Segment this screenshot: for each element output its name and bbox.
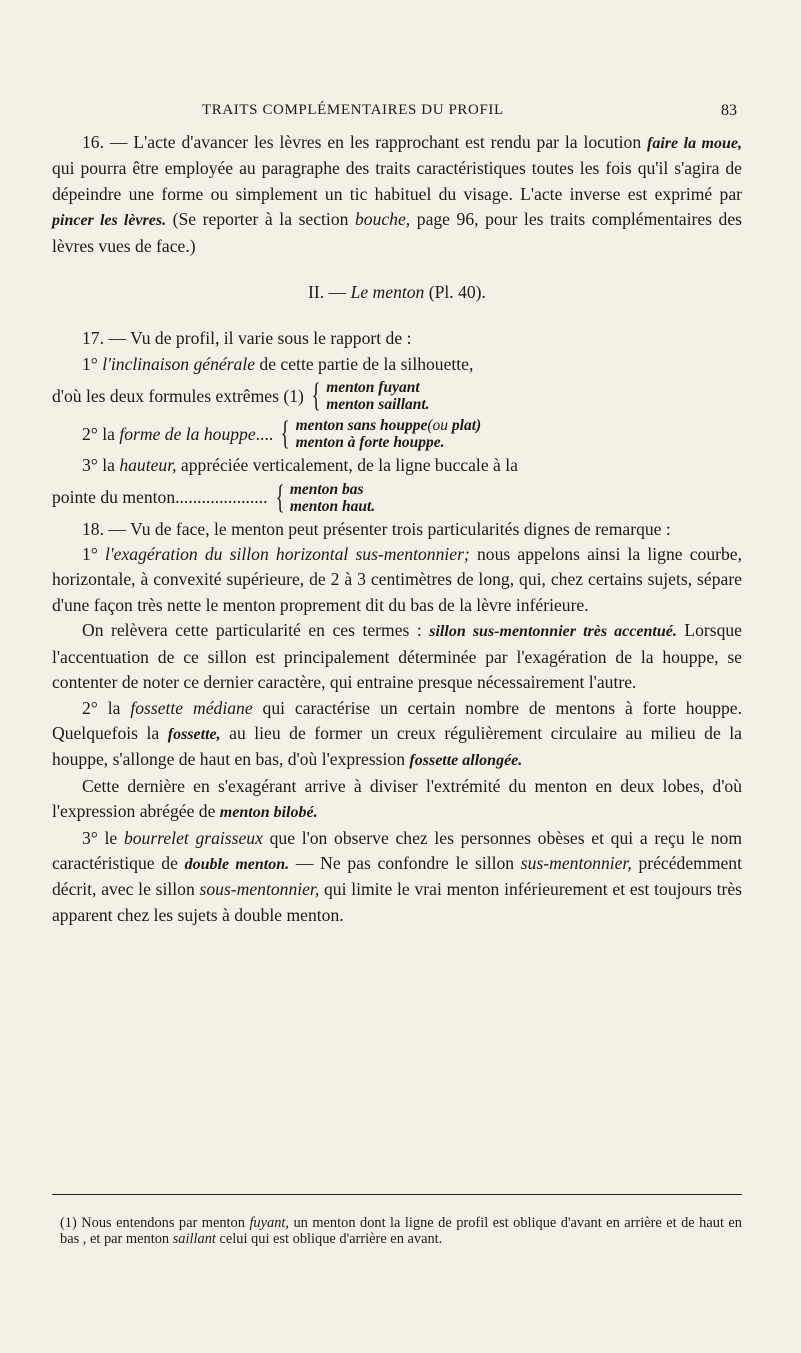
text-run: (ou xyxy=(427,417,452,435)
term-faire-la-moue: faire la moue, xyxy=(647,135,742,152)
text-run: 3° le xyxy=(82,827,124,848)
text-run: On relèvera cette particularité en ces termes : xyxy=(82,620,430,641)
term-inclinaison: l'inclinaison générale xyxy=(102,353,256,374)
term-menton-bilobe: menton bilobé. xyxy=(219,804,318,822)
text-run: — Ne pas confondre le sillon xyxy=(289,852,521,873)
running-header xyxy=(52,102,737,124)
term-fossette: fossette, xyxy=(167,725,221,743)
term-saillant: saillant xyxy=(172,1231,216,1247)
term-sillon-horizontal: l'exagération du sillon horizontal sus-mentonnier; xyxy=(105,544,470,565)
term-sillon-accentue: sillon sus-mentonnier très accentué. xyxy=(429,623,677,641)
text-run: 1° xyxy=(82,544,106,565)
text-run: plat) xyxy=(451,417,482,435)
brace-glyph: { xyxy=(275,478,285,516)
brace-glyph: { xyxy=(280,415,290,453)
formula-options xyxy=(296,417,482,451)
text-run: qui limite le vrai menton inférieurement et est toujours très apparent chez les sujets à double menton. xyxy=(52,879,742,925)
leader-dots: .... xyxy=(255,423,274,444)
paragraph-18-item-2 xyxy=(52,696,742,774)
text-run: 2° la xyxy=(82,423,120,444)
running-title: TRAITS COMPLÉMENTAIRES DU PROFIL xyxy=(202,102,504,118)
text-run: appréciée verticalement, de la ligne buccale à la xyxy=(176,455,518,476)
option-menton-forte-houppe: menton à forte houppe. xyxy=(295,434,445,452)
option-menton-sans-houppe xyxy=(296,417,482,434)
term-forme-houppe: forme de la houppe xyxy=(119,423,256,444)
text-run: nous appelons ainsi la ligne courbe, horizontale, à convexité supérieure, de 2 à 3 centimètres de long, qui, chez certains sujets, sépare d'une façon très nette le menton proprement dit du bas de la lèvre inférieure. xyxy=(52,544,742,615)
term-fossette-allongee: fossette allongée. xyxy=(409,752,523,770)
term-hauteur: hauteur, xyxy=(119,455,177,476)
section-heading xyxy=(52,280,742,305)
text-run: précédemment décrit, avec le sillon xyxy=(52,852,742,900)
paragraph-18-item-1 xyxy=(52,542,742,618)
text-run: 1° xyxy=(82,353,103,374)
text-run: que l'on observe chez les personnes obèses et qui a reçu le nom caractéristique de xyxy=(52,827,743,873)
formula-options xyxy=(326,379,429,413)
formula-lead: d'où les deux formules extrêmes (1) xyxy=(52,385,304,406)
page-number: 83 xyxy=(721,102,737,119)
text-run: au lieu de former un creux régulièrement circulaire au milieu de la houppe, s'allonge de haut en bas, d'où l'expression xyxy=(52,722,742,770)
term-fuyant: fuyant, xyxy=(249,1215,290,1231)
formula-lead: pointe du menton..................... xyxy=(52,486,268,507)
brace-glyph: { xyxy=(311,377,321,415)
paragraph-18-item-1-note xyxy=(52,618,742,695)
option-menton-fuyant: menton fuyant xyxy=(326,379,420,397)
section-plate-ref: (Pl. 40). xyxy=(424,282,486,303)
term-fossette-mediane: fossette médiane xyxy=(130,697,253,718)
paragraph-18-item-2-note xyxy=(52,774,742,826)
paragraph-17-item-1 xyxy=(52,352,742,377)
footnote xyxy=(60,1215,742,1247)
term-bourrelet: bourrelet graisseux xyxy=(123,827,263,848)
paragraph-18-item-3 xyxy=(52,826,742,929)
paragraph-17-item-3 xyxy=(52,453,742,478)
formula-row-inclinaison xyxy=(52,377,742,415)
formula-row-hauteur xyxy=(52,479,742,517)
formula-row-houppe xyxy=(52,415,742,453)
text-run: de cette partie de la silhouette, xyxy=(255,353,474,374)
footnote-divider xyxy=(52,1194,742,1195)
paragraph-18-intro: 18. — Vu de face, le menton peut présenter trois particularités dignes de remarque : xyxy=(82,518,671,539)
text-run: menton sans houppe xyxy=(295,417,428,435)
option-menton-bas: menton bas xyxy=(289,480,364,498)
text-run: 3° la xyxy=(82,455,120,476)
term-double-menton: double menton. xyxy=(184,855,290,873)
text-run: qui pourra être employée au paragraphe des traits caractéristiques toutes les fois qu'il s'agira de dépeindre une forme ou simplement un tic habituel du visage. L'acte inverse est exprimé par xyxy=(52,158,742,204)
term-sous-mentonnier: sous-mentonnier, xyxy=(199,879,320,900)
option-menton-haut: menton haut. xyxy=(289,497,376,515)
term-sus-mentonnier: sus-mentonnier, xyxy=(520,852,632,873)
text-run: celui qui est oblique d'arrière en avant. xyxy=(215,1231,443,1247)
paragraph-17-intro: 17. — Vu de profil, il varie sous le rapport de : xyxy=(82,328,412,349)
formula-lead xyxy=(82,422,273,447)
section-number: II. — xyxy=(308,282,351,303)
text-run: 2° la xyxy=(82,697,131,718)
text-run: un menton dont la ligne de profil est oblique d'avant en arrière et de haut en bas , et par menton xyxy=(60,1215,743,1247)
text-run: (1) Nous entendons par menton xyxy=(60,1215,250,1231)
text-run: Lorsque l'accentuation de ce sillon est principalement déterminée par l'exagération de la houppe, se contenter de noter ce dernier caractère, qui entraine presque nécessairement l'autre. xyxy=(52,620,742,693)
text-run: page 96, pour les traits complémentaires des lèvres vues de face.) xyxy=(52,209,742,256)
option-menton-saillant: menton saillant. xyxy=(326,396,430,414)
term-pincer-les-levres: pincer les lèvres. xyxy=(52,212,167,230)
text-run: Cette dernière en s'exagérant arrive à diviser l'extrémité du menton en deux lobes, d'où l'expression abrégée de xyxy=(52,775,742,822)
formula-options xyxy=(290,481,375,515)
term-bouche: bouche, xyxy=(354,209,411,230)
body-text xyxy=(52,130,742,928)
text-run: 16. — L'acte d'avancer les lèvres en les rapprochant est rendu par la locution xyxy=(82,132,648,152)
text-run: (Se reporter à la section xyxy=(166,209,355,230)
section-title: Le menton xyxy=(350,282,425,303)
text-run: qui caractérise un certain nombre de mentons à forte houppe. Quelquefois la xyxy=(52,697,742,743)
paragraph-16 xyxy=(52,130,742,259)
